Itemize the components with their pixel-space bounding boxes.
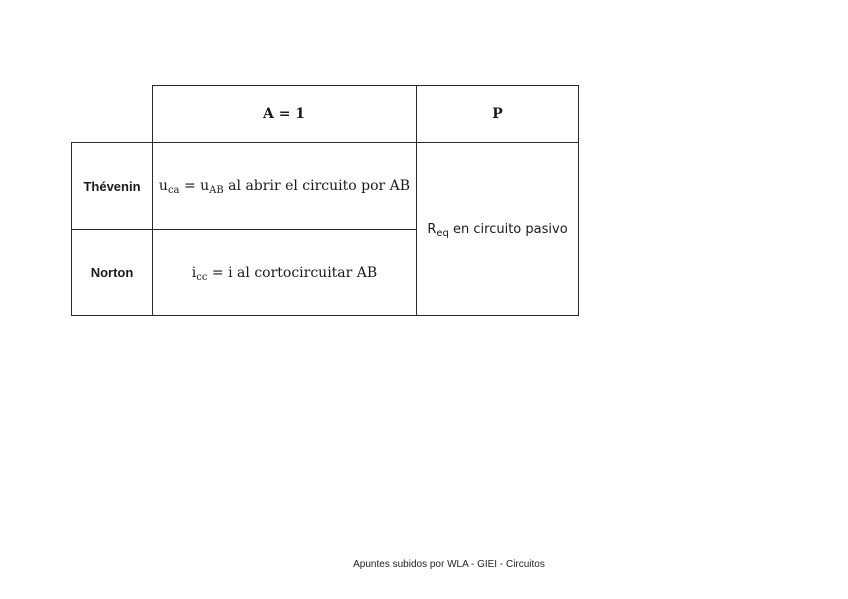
row-label-thevenin-text: Thévenin: [83, 178, 141, 194]
column-header-p-text: P: [492, 106, 503, 122]
formula-part: = u: [179, 178, 210, 194]
row-label-norton-text: Norton: [90, 265, 134, 280]
formula-subscript: eq: [436, 227, 449, 239]
norton-a1-cell: [153, 230, 416, 315]
norton-a1-formula: [192, 265, 377, 281]
formula-part: u: [158, 178, 168, 194]
formula-part: al abrir el circuito por AB: [223, 178, 411, 194]
column-header-a1-text: A = 1: [262, 106, 306, 122]
row-label-norton: [72, 230, 152, 315]
column-header-a1: [152, 86, 416, 142]
formula-part: R: [427, 221, 437, 237]
formula-part: en circuito pasivo: [448, 221, 568, 237]
formula-subscript: ca: [167, 185, 180, 196]
thevenin-a1-formula: [159, 178, 410, 194]
row-label-thevenin: [72, 143, 152, 229]
formula-subscript: cc: [196, 271, 208, 283]
p-formula: [427, 222, 567, 237]
page-footer: Apuntes subidos por WLA - GIEI - Circuitos: [353, 559, 545, 570]
thevenin-a1-cell: [153, 143, 416, 229]
formula-subscript: AB: [209, 185, 224, 196]
table-border: [71, 315, 579, 316]
formula-part: i: [191, 264, 197, 281]
formula-part: = i al cortocircuitar AB: [207, 264, 378, 281]
table-border: [578, 85, 579, 316]
p-merged-cell: [417, 143, 578, 315]
column-header-p: [417, 86, 578, 142]
